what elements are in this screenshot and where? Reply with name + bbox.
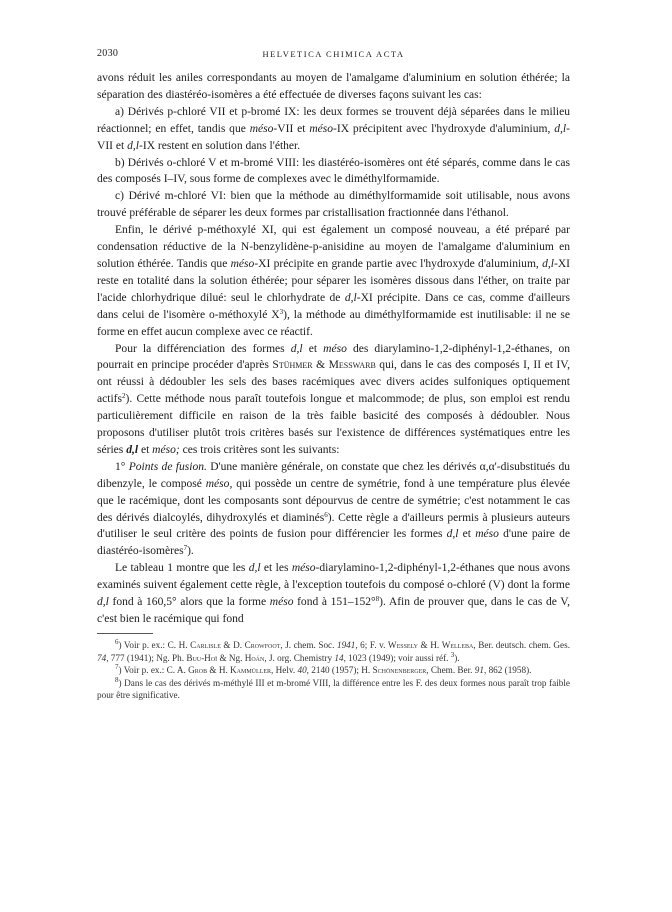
footnote-rule [97, 633, 153, 634]
running-head [97, 46, 570, 62]
ref-6: 6 [324, 510, 328, 519]
paragraph-melting-points: 1° Points de fusion. D'une manière générale, on constate que chez les dérivés α,α'-disubstitués du dibenzyle, le composé méso, qui possède un centre de symétrie, fond à une température plus élevée que le racémique, dont les composants sont dépourvus de centre de symétrie; c'est notamment le cas des dérivés dialcoylés, dihydroxylés et diaminés$^6$). Cette règle a d'ailleurs permis à plusieurs auteurs d'utiliser le seul critère des points de fusion pour différencier les formes d,l et méso d'une paire de diastéréo-isomères$^7$). [97, 460, 571, 558]
ref-3: 3 [279, 307, 284, 316]
paragraph-case-b: b) Dérivés o-chloré V et m-bromé VIII: les diastéréo-isomères ont été séparés, comme dans le cas des composés I–IV, sous forme de complexes avec le diméthylformamide. [97, 156, 570, 186]
paragraph-methoxy: Enfin, le dérivé p-méthoxylé XI, qui est également un composé nouveau, a été préparé par condensation réductive de la N-benzylidène-p-anisidine au moyen de l'amalgame d'aluminium en solution éthérée. Tandis que méso-XI précipite en grande partie avec l'hydroxyde d'aluminium, d,l-XI reste en totalité dans la solution éthérée; pour séparer les isomères dissous dans l'éther, on traite par l'acide chlorhydrique dilué: seul le chlorhydrate de d,l-XI précipite. Dans ce cas, comme d'ailleurs dans celui de l'isomère o-méthoxylé $X^3$), la méthode au diméthylformamide est inutilisable: il ne se forme en effet aucun complexe avec ce réactif. [97, 224, 570, 338]
page-number: 2030 [97, 48, 119, 59]
footnote-7: $^7$) Voir p. ex.: C. A. Grob & H. Kammüller, Helv. 40, 2140 (1957); H. Schönenberger, Chem. Ber. 91, 862 (1958). [115, 663, 532, 676]
ref-2: 2 [122, 392, 126, 401]
paragraph-table-1: Le tableau 1 montre que les d,l et les méso-diarylamino-1,2-diphényl-1,2-éthanes que nous avons examinés suivent également cette règle, à l'exception toutefois du composé o-chloré (V) dont la forme d,l fond à 160,5° alors que la forme méso fond à 151–152°$^8$). Afin de prouver que, dans le cas de V, c'est bien le racémique qui fond [97, 562, 571, 625]
footnote-6: $^6$) Voir p. ex.: C. H. Carlisle & D. Crowfoot, J. chem. Soc. 1941, 6; F. v. Wessely & H. Welleba, Ber. deutsch. chem. Ges. 74, 777 (1941); Ng. Ph. Buu-Hoï & Ng. Hoán, J. org. Chemistry 14, 1023 (1949); voir aussi réf. $^3$). [97, 637, 571, 663]
document-page [97, 46, 570, 702]
ref-7: 7 [183, 544, 188, 553]
paragraph-differentiation: Pour la différenciation des formes d,l et méso des diarylamino-1,2-diphényl-1,2-éthanes, on pourrait en principe procéder d'après Stühmer & Messwarb qui, dans le cas des composés I, II et IV, ont réussi à dédoubler les sels des bases racémiques avec divers acides sulfoniques optiquement actifs$^2$). Cette méthode nous paraît toutefois longue et malcommode; de plus, son emploi est rendu particulièrement difficile en raison de la très faible basicité des composés à dédoubler. Nous proposons d'utiliser plutôt trois critères basés sur l'existence de différences systématiques entre les séries d,l et méso; ces trois critères sont les suivants: [97, 342, 571, 456]
body-text [97, 70, 570, 628]
journal-title: HELVETICA CHIMICA ACTA [262, 49, 405, 59]
paragraph-case-a: a) Dérivés p-chloré VII et p-bromé IX: les deux formes se trouvent déjà séparées dans le milieu réactionnel; en effet, tandis que méso-VII et méso-IX précipitent avec l'hydroxyde d'aluminium, d,l-VII et d,l-IX restent en solution dans l'éther. [97, 105, 570, 152]
section-title-points-de-fusion: Points de fusion. [128, 460, 207, 473]
ref-8: 8 [375, 595, 380, 604]
paragraph-case-c: c) Dérivé m-chloré VI: bien que la méthode au diméthylformamide soit utilisable, nous avons trouvé préférable de séparer les deux formes par cristallisation fractionnée dans l'éthanol. [97, 190, 570, 220]
footnotes [97, 639, 570, 702]
paragraph-intro: avons réduit les aniles correspondants au moyen de l'amalgame d'aluminium en solution éthérée; la séparation des diastéréo-isomères a été effectuée de diverses façons suivant les cas: [97, 72, 570, 101]
footnote-8: $^8$) Dans le cas des dérivés m-méthylé III et m-bromé VIII, la différence entre les F. des deux formes nous paraît trop faible pour être significative. [97, 675, 570, 701]
